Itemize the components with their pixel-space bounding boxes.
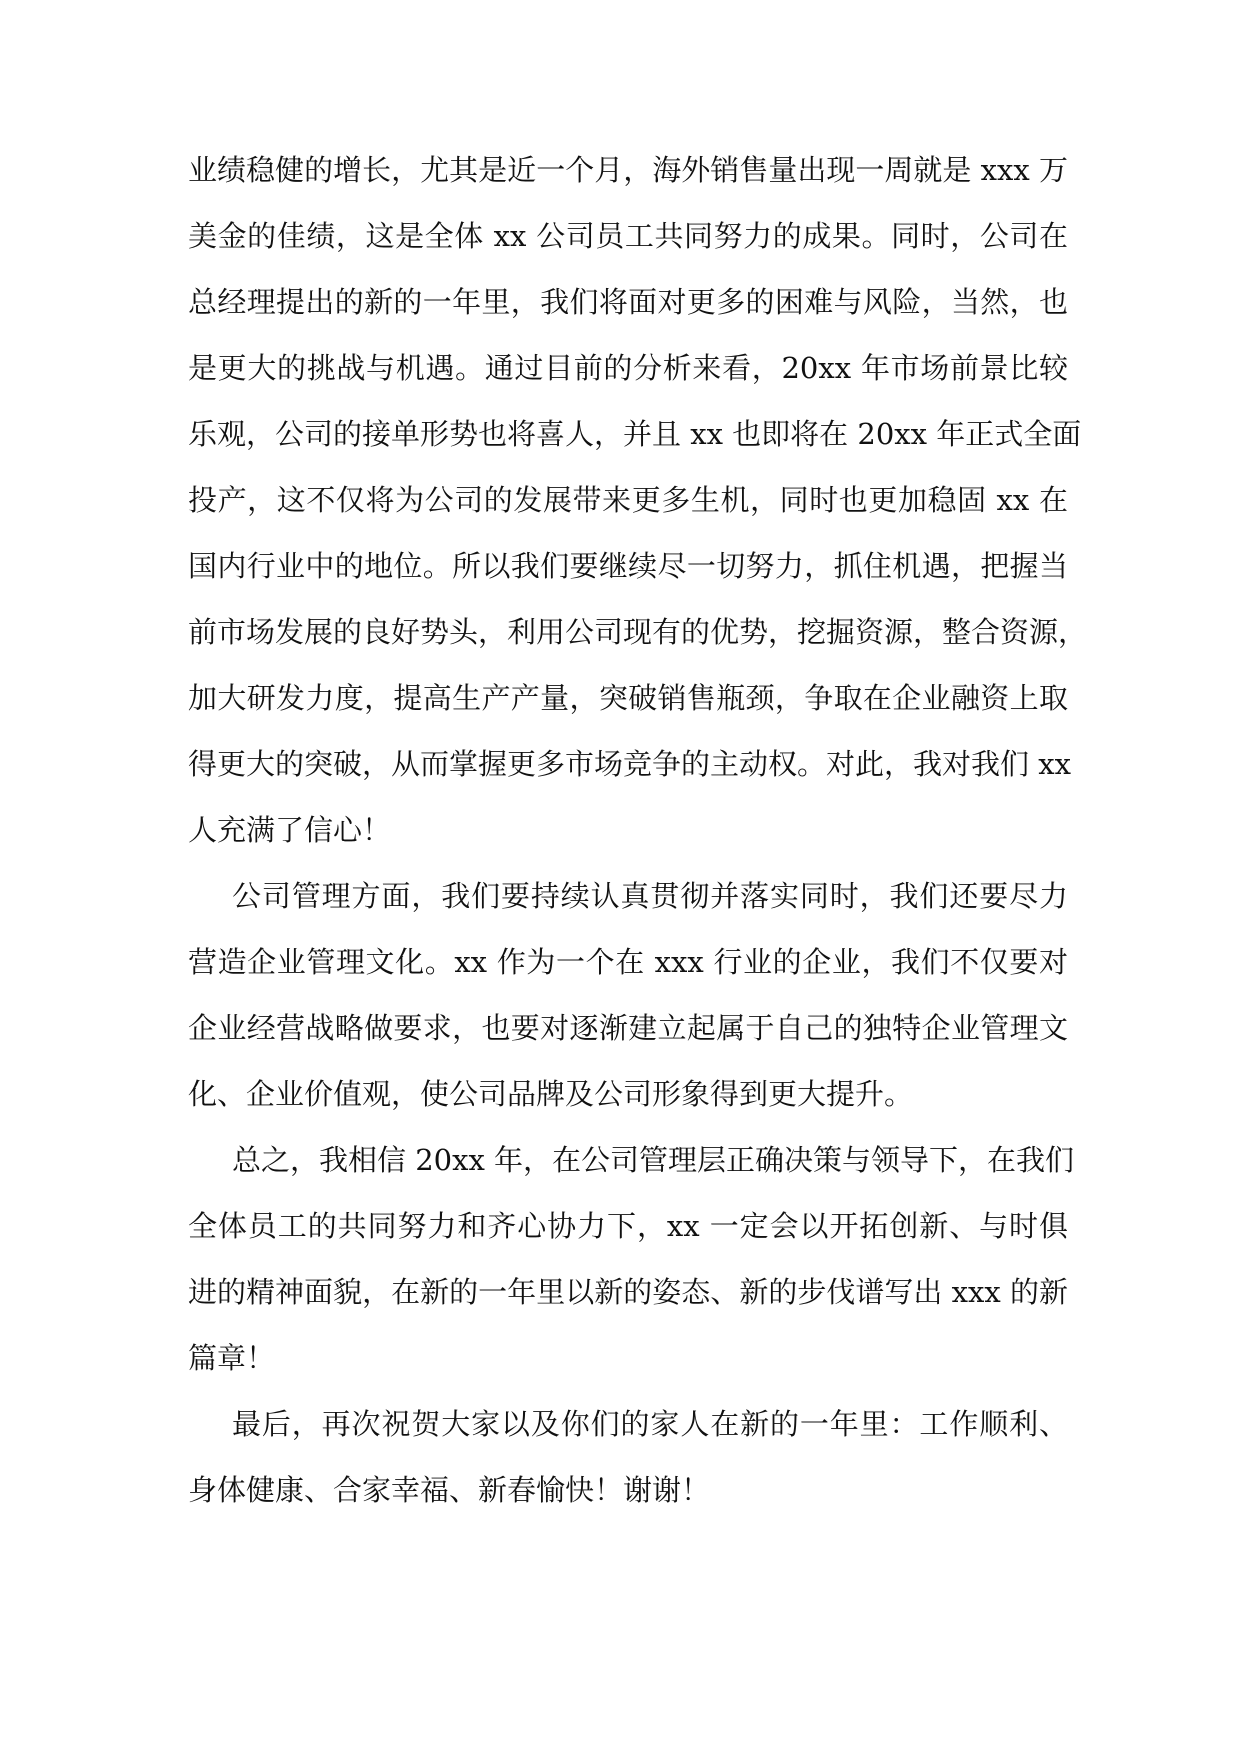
text-line: 篇章！ [188,1341,276,1375]
text-line: 投产，这不仅将为公司的发展带来更多生机，同时也更加稳固 xx 在 [188,483,1068,517]
text-line: 身体健康、合家幸福、新春愉快！谢谢！ [188,1473,711,1507]
text-line: 加大研发力度，提高生产产量，突破销售瓶颈，争取在企业融资上取 [188,681,1068,715]
text-line: 得更大的突破，从而掌握更多市场竞争的主动权。对此，我对我们 xx [188,747,1071,781]
text-line: 进的精神面貌，在新的一年里以新的姿态、新的步伐谱写出 xxx 的新 [188,1275,1068,1309]
text-line: 乐观，公司的接单形势也将喜人，并且 xx 也即将在 20xx 年正式全面 [188,417,1082,451]
text-line: 总之，我相信 20xx 年，在公司管理层正确决策与领导下，在我们 [232,1143,1075,1177]
text-line: 前市场发展的良好势头，利用公司现有的优势，挖掘资源，整合资源， [188,615,1088,649]
text-line: 营造企业管理文化。xx 作为一个在 xxx 行业的企业，我们不仅要对 [188,945,1068,979]
text-line: 美金的佳绩，这是全体 xx 公司员工共同努力的成果。同时，公司在 [188,219,1068,253]
text-line: 国内行业中的地位。所以我们要继续尽一切努力，抓住机遇，把握当 [188,549,1068,583]
text-line: 企业经营战略做要求，也要对逐渐建立起属于自己的独特企业管理文 [188,1011,1068,1045]
text-line: 公司管理方面，我们要持续认真贯彻并落实同时，我们还要尽力 [232,879,1068,913]
text-line: 全体员工的共同努力和齐心协力下，xx 一定会以开拓创新、与时俱 [188,1209,1068,1243]
text-line: 最后，再次祝贺大家以及你们的家人在新的一年里：工作顺利、 [232,1407,1068,1441]
text-line: 是更大的挑战与机遇。通过目前的分析来看，20xx 年市场前景比较 [188,351,1068,385]
text-line: 业绩稳健的增长，尤其是近一个月，海外销售量出现一周就是 xxx 万 [188,153,1068,187]
text-line: 化、企业价值观，使公司品牌及公司形象得到更大提升。 [188,1077,914,1111]
document-body [188,153,1088,1540]
text-line: 人充满了信心！ [188,813,392,847]
text-line: 总经理提出的新的一年里，我们将面对更多的困难与风险，当然，也 [188,285,1068,319]
